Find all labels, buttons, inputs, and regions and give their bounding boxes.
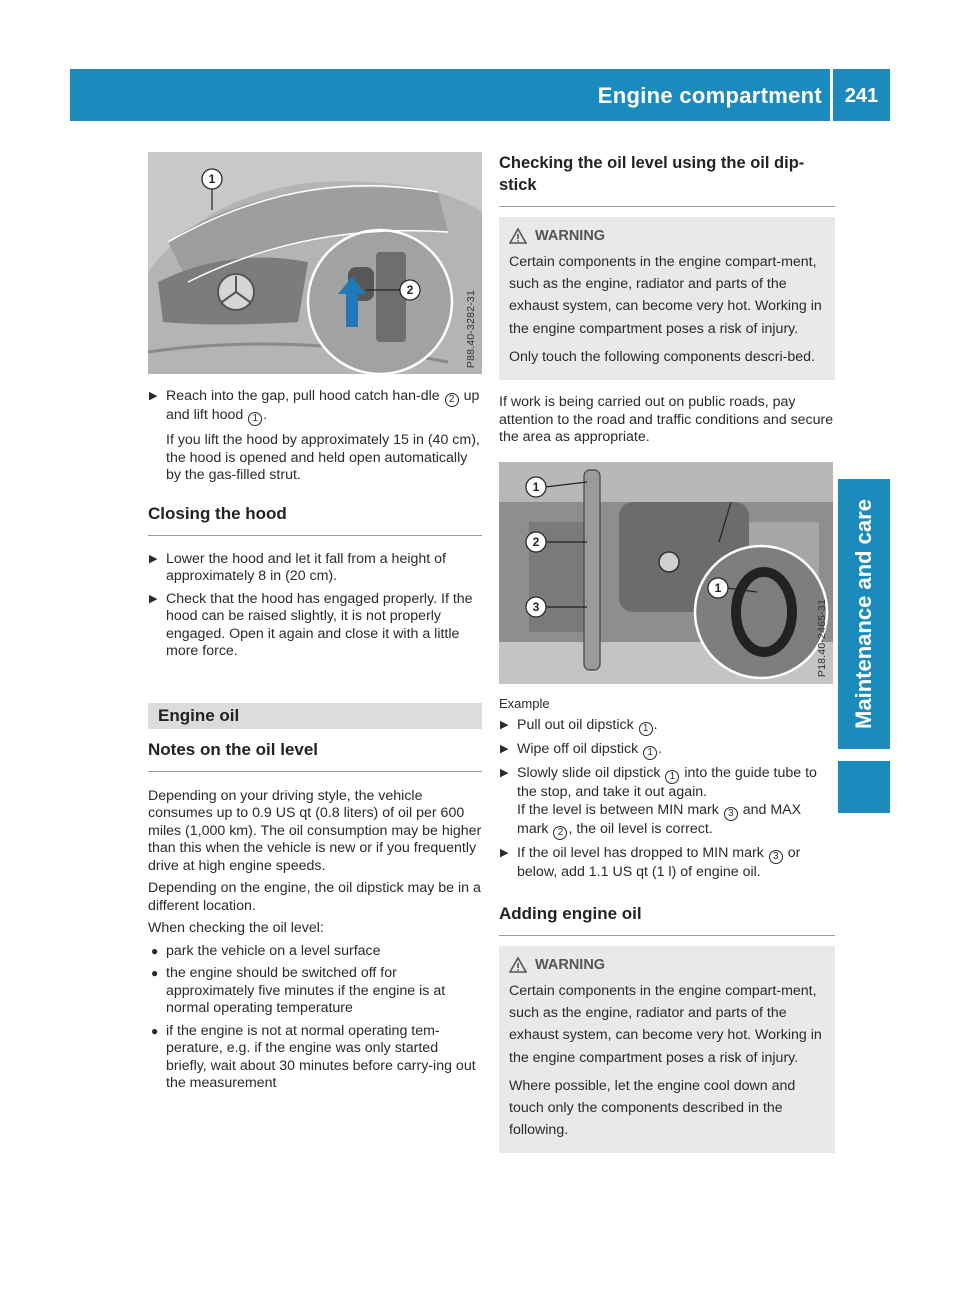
list-item — [148, 965, 482, 1018]
chapter-tab-marker — [838, 761, 890, 813]
list-item — [148, 1023, 482, 1093]
warning-label: WARNING — [535, 957, 606, 974]
warning-triangle-icon — [509, 228, 527, 244]
step-text: Wipe off oil dipstick — [517, 741, 643, 758]
engine-bay-illustration — [499, 462, 833, 684]
step-text: and MAX mark — [517, 801, 802, 837]
callout-ref: 1 — [643, 746, 657, 760]
callout-ref: 1 — [665, 770, 679, 784]
warning-box-1 — [499, 217, 835, 380]
list-item-text: park the vehicle on a level surface — [166, 942, 381, 959]
notes-paragraph-2: Depending on the engine, the oil dipstick may be in a different location. — [148, 880, 481, 914]
callout-1-label: 1 — [208, 172, 216, 186]
step-text: , the oil level is correct. — [568, 820, 713, 837]
step-text: into the guide tube to the stop, and take it out again. — [517, 765, 817, 801]
public-roads-paragraph: If work is being carried out on public roads, pay attention to the road and traffic conditions and secure the area as appropriate. — [499, 394, 834, 446]
callout-1-label: 1 — [532, 479, 540, 494]
step-arrow-icon: ▶ — [149, 390, 158, 402]
step-text: If the level is between MIN mark — [517, 801, 723, 818]
step-text: up and lift hood — [166, 388, 480, 423]
step-note: If you lift the hood by approximately 15 in (40 cm), the hood is opened and held open automatically by the gas-filled strut. — [166, 432, 480, 483]
figure-code: P18.40-2465-31 — [815, 599, 828, 678]
step-text: Slowly slide oil dipstick — [517, 765, 665, 782]
bullet-icon: ● — [151, 943, 159, 958]
warning-text: Where possible, let the engine cool down and touch only the components described in the following. — [509, 1077, 796, 1139]
callout-ref: 1 — [639, 722, 653, 736]
callout-3-label: 3 — [532, 599, 540, 614]
callout-ref: 2 — [553, 826, 567, 840]
step-text: Lower the hood and let it fall from a height of approximately 8 in (20 cm). — [166, 550, 446, 584]
hood-figure — [148, 152, 482, 374]
heading-notes-oil-level: Notes on the oil level — [148, 739, 482, 772]
left-column — [148, 152, 482, 1093]
warning-triangle-icon — [509, 957, 527, 973]
step-arrow-icon: ▶ — [500, 846, 509, 859]
step-text: . — [653, 717, 658, 734]
warning-box-2 — [499, 946, 835, 1153]
callout-ref: 1 — [248, 412, 262, 426]
callout-ref: 2 — [445, 393, 459, 407]
notes-paragraph-3: When checking the oil level: — [148, 920, 324, 936]
step-arrow-icon: ▶ — [500, 719, 509, 732]
warning-header — [509, 227, 825, 245]
heading-closing-hood: Closing the hood — [148, 503, 482, 536]
figure-caption: Example — [499, 695, 550, 711]
step-text: Check that the hood has engaged properly. If the hood can be raised slightly, it is not properly engaged. Open it again and close it with a little more force. — [166, 590, 473, 659]
heading-adding-engine-oil: Adding engine oil — [499, 903, 835, 936]
step-arrow-icon: ▶ — [149, 552, 158, 565]
callout-ref: 3 — [724, 807, 738, 821]
step-check-hood — [148, 591, 482, 661]
warning-text: Certain components in the engine compart-ment, such as the engine, radiator and parts of the exhaust system, can become very hot. Working in the engine compartment poses a risk of injury. — [509, 254, 822, 337]
step-add-oil — [499, 845, 835, 882]
hood-illustration — [148, 152, 482, 374]
page-section-title: Engine compartment — [597, 83, 822, 108]
list-item-text: the engine should be switched off for approximately five minutes if the engine is at normal operating temperature — [166, 965, 446, 1016]
step-slide-dipstick — [499, 765, 835, 840]
callout-2-label: 2 — [406, 283, 414, 297]
step-arrow-icon: ▶ — [500, 743, 509, 756]
callout-ref: 3 — [769, 850, 783, 864]
step-arrow-icon: ▶ — [149, 592, 158, 605]
step-text: Pull out oil dipstick — [517, 717, 638, 734]
step-text: . — [263, 407, 268, 423]
warning-label: WARNING — [535, 228, 606, 244]
right-column — [499, 152, 835, 1153]
step-pull-dipstick — [499, 717, 835, 736]
step-lower-hood — [148, 551, 482, 586]
step-text: . — [658, 741, 663, 758]
figure-code: P88.40-3282-31 — [464, 289, 477, 368]
section-engine-oil: Engine oil — [148, 703, 482, 729]
heading-checking-oil-level: Checking the oil level using the oil dip-stick — [499, 152, 835, 207]
bullet-icon: ● — [151, 1023, 159, 1038]
step-arrow-icon: ▶ — [500, 767, 509, 780]
step-text: Reach into the gap, pull hood catch han-dle — [166, 388, 444, 404]
warning-text: Certain components in the engine compart-ment, such as the engine, radiator and parts of the exhaust system, can become very hot. Working in the engine compartment poses a risk of injury. — [509, 983, 822, 1066]
chapter-tab-label: Maintenance and care — [851, 499, 876, 729]
bullet-icon: ● — [151, 966, 159, 980]
callout-1-label: 1 — [714, 580, 722, 595]
step-wipe-dipstick — [499, 741, 835, 760]
list-item-text: if the engine is not at normal operating tem-perature, e.g. if the engine was only started briefly, wait about 30 minutes before carry-ing out the measurement — [166, 1022, 476, 1091]
step-text: If the oil level has dropped to MIN mark — [517, 844, 768, 861]
warning-header — [509, 956, 825, 974]
step-text: or below, add 1.1 US qt (1 l) of engine oil. — [517, 844, 801, 880]
warning-text: Only touch the following components descri-bed. — [509, 348, 815, 365]
list-item — [148, 943, 482, 961]
step-open-hood — [148, 388, 482, 485]
page-number: 241 — [844, 85, 879, 107]
notes-paragraph-1: Depending on your driving style, the vehicle consumes up to 0.9 US qt (0.8 liters) of oil per 600 miles (1,000 km). The oil consumption may be higher than this when the vehicle is new or if you frequently drive at high engine speeds. — [148, 787, 482, 874]
callout-2-label: 2 — [532, 534, 540, 549]
engine-bay-figure — [499, 462, 833, 684]
